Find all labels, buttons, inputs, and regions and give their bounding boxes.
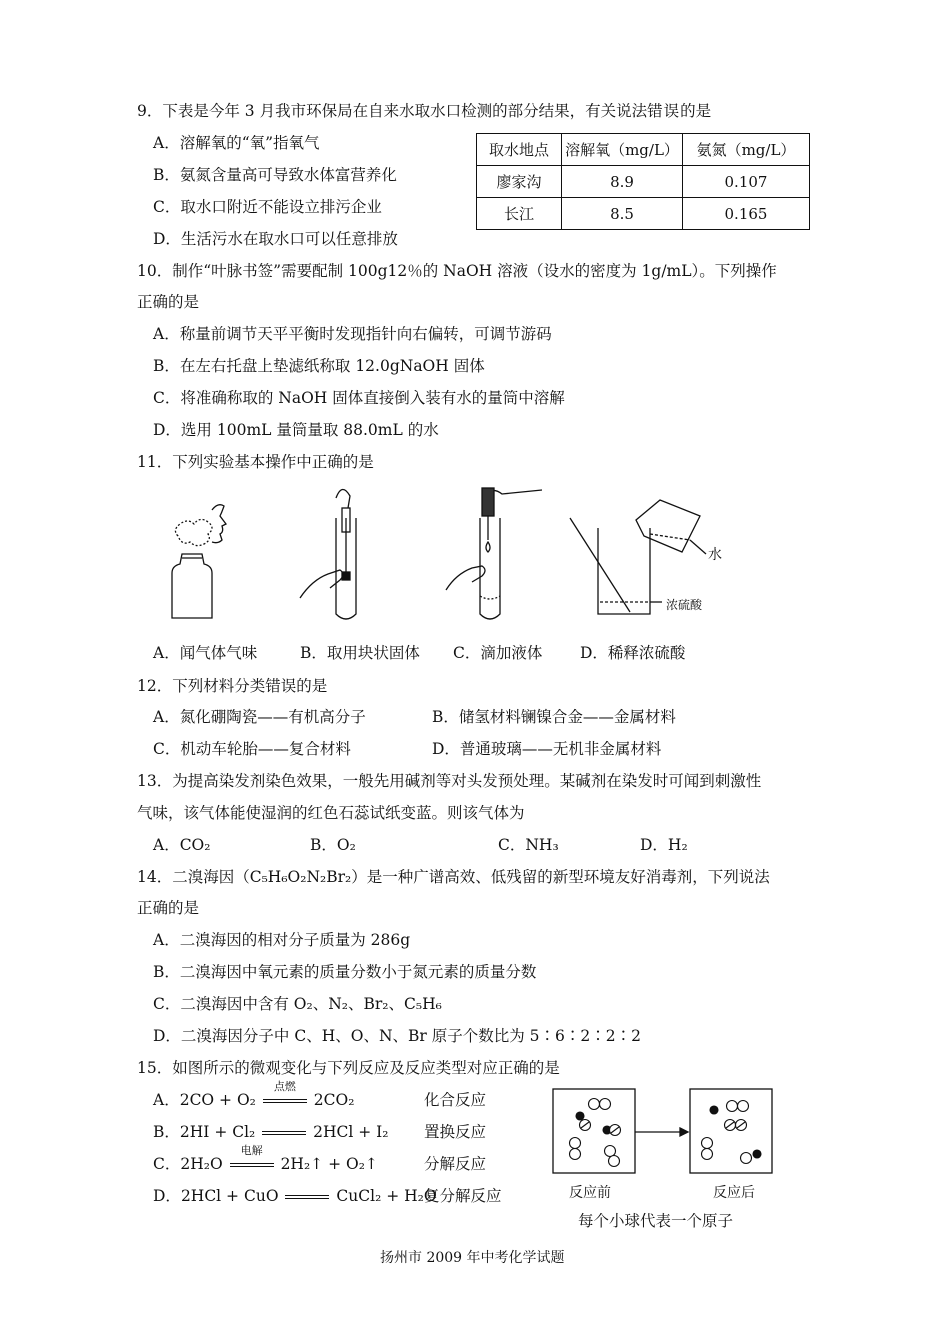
q13-option-b: B．O₂ [310,836,356,854]
table-header: 氨氮（mg/L） [683,134,810,166]
micro-reaction-diagram [552,1088,778,1176]
q9-option-c: C．取水口附近不能设立排污企业 [153,198,382,216]
q9-option-d: D．生活污水在取水口可以任意排放 [153,230,398,248]
q11-option-d: D．稀释浓硫酸 [580,644,686,662]
acid-label: 浓硫酸 [666,598,703,612]
q14-stem-line2: 正确的是 [137,899,200,917]
table-cell: 0.107 [683,166,810,198]
q15-reaction-d: D．2HCl + CuO CuCl₂ + H₂O [153,1187,437,1205]
q12-option-b: B．储氢材料镧镍合金——金属材料 [432,708,676,726]
q15-reaction-b: B．2HI + Cl₂ 2HCl + I₂ [153,1123,389,1141]
q15-type-b: 置换反应 [424,1123,487,1141]
before-atoms [570,1099,621,1167]
condition-label: 点燃 [273,1080,296,1093]
q15-type-d: 复分解反应 [424,1187,502,1205]
block-solid-figure [300,489,356,619]
q13-stem-line1: 13．为提高染发剂染色效果，一般先用碱剂等对头发预处理。某碱剂在染发时可闻到刺激性 [137,772,762,790]
q15-stem: 15．如图所示的微观变化与下列反应及反应类型对应正确的是 [137,1059,560,1077]
before-label: 反应前 [569,1185,611,1201]
q11-option-a: A．闻气体气味 [153,644,258,662]
q10-option-d: D．选用 100mL 量筒量取 88.0mL 的水 [153,421,439,439]
after-atoms [702,1101,762,1164]
q10-option-a: A．称量前调节天平平衡时发现指针向右偏转，可调节游码 [153,325,552,343]
q9-table [476,133,810,230]
table-header-row [477,134,810,166]
q9-stem: 9．下表是今年 3 月我市环保局在自来水取水口检测的部分结果，有关说法错误的是 [137,102,712,120]
q15-reaction-a: A．2CO + O₂ 点燃 2CO₂ [153,1090,354,1110]
q9-emphasis: 错误 [647,102,681,120]
table-cell: 0.165 [683,198,810,230]
q11-option-c: C．滴加液体 [453,644,543,662]
table-row [477,166,810,198]
q14-option-b: B．二溴海因中氧元素的质量分数小于氮元素的质量分数 [153,963,537,981]
water-label: 水 [708,547,722,563]
q11-lab-figures [150,478,730,628]
q9-option-b: B．氨氮含量高可导致水体富营养化 [153,166,397,184]
table-row [477,198,810,230]
q12-option-a: A．氮化硼陶瓷——有机高分子 [153,708,366,726]
table-header: 溶解氧（mg/L） [562,134,683,166]
table-cell: 8.5 [562,198,683,230]
q14-stem-line1: 14．二溴海因（C₅H₆O₂N₂Br₂）是一种广谱高效、低残留的新型环境友好消毒剂，下列说法 [137,868,770,886]
q13-stem-line2: 气味，该气体能使湿润的红色石蕊试纸变蓝。则该气体为 [137,804,525,822]
q10-stem-line2: 正确的是 [137,293,200,311]
table-cell: 长江 [477,198,562,230]
condition-label: 电解 [240,1144,263,1157]
q12-stem: 12．下列材料分类错误的是 [137,677,328,695]
q14-option-d: D．二溴海因分子中 C、H、O、N、Br 原子个数比为 5∶6∶2∶2∶2 [153,1027,641,1045]
q14-option-c: C．二溴海因中含有 O₂、N₂、Br₂、C₅H₆ [153,995,442,1013]
q15-type-a: 化合反应 [424,1091,487,1109]
q13-option-c: C．NH₃ [498,836,559,854]
q12-option-c: C．机动车轮胎——复合材料 [153,740,351,758]
q10-option-c: C．将准确称取的 NaOH 固体直接倒入装有水的量筒中溶解 [153,389,565,407]
q13-option-d: D．H₂ [640,836,688,854]
table-header: 取水地点 [477,134,562,166]
q10-stem-line1: 10．制作“叶脉书签”需要配制 100g12％的 NaOH 溶液（设水的密度为 1g/mL）。下列操作 [137,262,777,280]
q11-stem: 11．下列实验基本操作中正确的是 [137,453,374,471]
atom-note: 每个小球代表一个原子 [578,1212,734,1230]
q13-option-a: A．CO₂ [153,836,211,854]
page-footer: 扬州市 2009 年中考化学试题 [380,1250,565,1266]
q9-option-a: A．溶解氧的“氧”指氧气 [153,134,320,152]
q11-option-b: B．取用块状固体 [300,644,420,662]
q10-option-b: B．在左右托盘上垫滤纸称取 12.0gNaOH 固体 [153,357,485,375]
q12-option-d: D．普通玻璃——无机非金属材料 [432,740,662,758]
after-label: 反应后 [713,1185,755,1201]
q14-option-a: A．二溴海因的相对分子质量为 286g [153,931,411,949]
table-cell: 廖家沟 [477,166,562,198]
q15-reaction-c: C．2H₂O 电解 2H₂↑ + O₂↑ [153,1154,378,1174]
drop-liquid-figure [446,488,542,619]
q12-emphasis: 错误 [265,677,297,695]
q15-type-c: 分解反应 [424,1155,487,1173]
table-cell: 8.9 [562,166,683,198]
smell-gas-figure [172,505,226,618]
